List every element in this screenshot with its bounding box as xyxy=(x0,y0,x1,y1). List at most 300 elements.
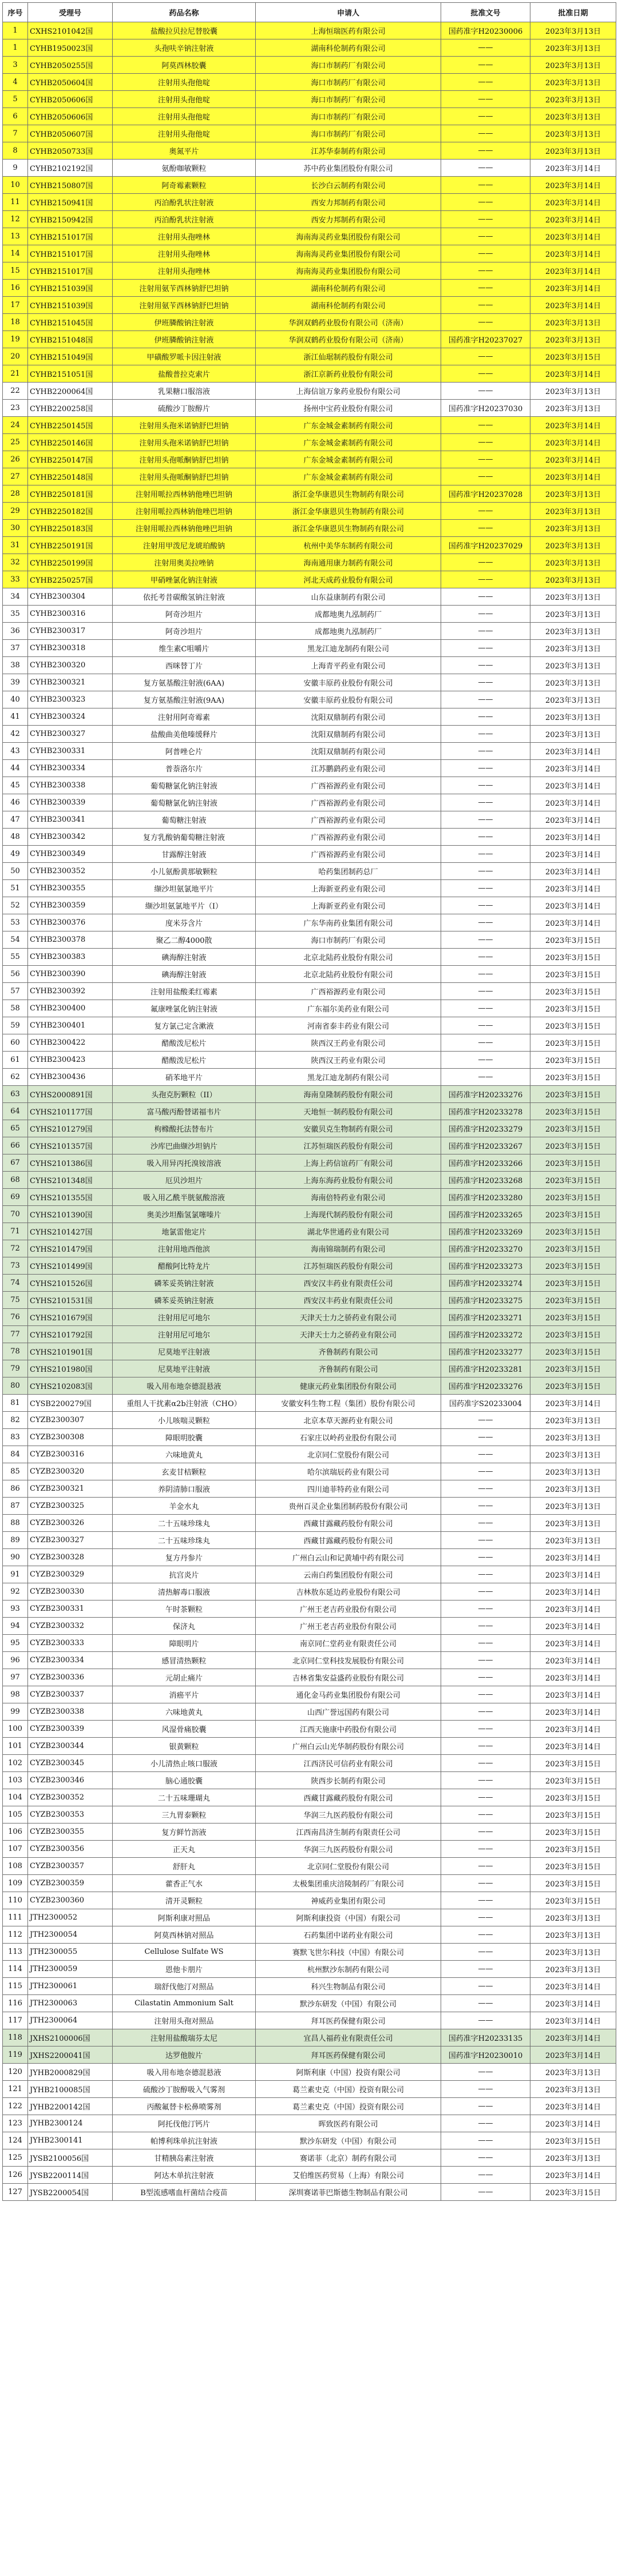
table-row xyxy=(3,503,616,520)
drug-name-cell: 注射用头孢对照品 xyxy=(113,2012,256,2029)
table-row xyxy=(3,108,616,125)
row-number-cell: 32 xyxy=(3,554,28,571)
applicant-name-cell: 广东华南药业集团有限公司 xyxy=(256,914,441,931)
table-row xyxy=(3,760,616,777)
applicant-name-cell: 吉林敖东延边药业股份有限公司 xyxy=(256,1583,441,1600)
approval-number-cell: 国药准字H20230010 xyxy=(441,2047,530,2064)
approval-date-cell: 2023年3月15日 xyxy=(530,1275,616,1292)
approval-date-cell: 2023年3月13日 xyxy=(530,640,616,657)
acceptance-number-cell: CYZB2300338 xyxy=(28,1703,113,1721)
applicant-name-cell: 宜昌人福药业有限责任公司 xyxy=(256,2029,441,2047)
row-number-cell: 77 xyxy=(3,1326,28,1343)
approval-number-cell: —— xyxy=(441,623,530,640)
table-row xyxy=(3,314,616,331)
approval-number-cell: —— xyxy=(441,1703,530,1721)
acceptance-number-cell: JYSB2100056国 xyxy=(28,2149,113,2167)
applicant-name-cell: 海南海灵药业集团股份有限公司 xyxy=(256,228,441,245)
approval-number-cell: —— xyxy=(441,2167,530,2184)
table-row xyxy=(3,22,616,39)
approval-number-cell: —— xyxy=(441,640,530,657)
table-row xyxy=(3,606,616,623)
acceptance-number-cell: CYHS2101355国 xyxy=(28,1189,113,1206)
acceptance-number-cell: CYHB2150807国 xyxy=(28,177,113,194)
table-row xyxy=(3,571,616,588)
approval-number-cell: —— xyxy=(441,829,530,846)
acceptance-number-cell: CYHS2101386国 xyxy=(28,1154,113,1172)
applicant-name-cell: 海南海灵药业集团股份有限公司 xyxy=(256,262,441,280)
applicant-name-cell: 齐鲁制药有限公司 xyxy=(256,1343,441,1360)
drug-name-cell: 氨酚咖敏颗粒 xyxy=(113,160,256,177)
acceptance-number-cell: CYHB2300304 xyxy=(28,588,113,606)
approval-date-cell: 2023年3月14日 xyxy=(530,2098,616,2115)
acceptance-number-cell: CYHS2102083国 xyxy=(28,1377,113,1395)
drug-name-cell: 葡萄糖氯化钠注射液 xyxy=(113,777,256,794)
approval-date-cell: 2023年3月14日 xyxy=(530,2115,616,2132)
table-row xyxy=(3,743,616,760)
applicant-name-cell: 湖北华世通药业有限公司 xyxy=(256,1223,441,1240)
table-row xyxy=(3,949,616,966)
applicant-name-cell: 成都地奥九泓制药厂 xyxy=(256,623,441,640)
approval-number-cell: —— xyxy=(441,1000,530,1017)
table-row xyxy=(3,1583,616,1600)
table-row xyxy=(3,1566,616,1583)
table-row xyxy=(3,297,616,314)
drug-name-cell: 奥氮平片 xyxy=(113,142,256,160)
table-row xyxy=(3,1052,616,1069)
table-row xyxy=(3,1721,616,1738)
approval-date-cell: 2023年3月15日 xyxy=(530,1154,616,1172)
table-row xyxy=(3,383,616,400)
applicant-name-cell: 湖南科伦制药有限公司 xyxy=(256,39,441,57)
drug-name-cell: 度米芬含片 xyxy=(113,914,256,931)
table-row xyxy=(3,1686,616,1703)
drug-name-cell: 乳果糖口服溶液 xyxy=(113,383,256,400)
applicant-name-cell: 晖致医药有限公司 xyxy=(256,2115,441,2132)
approval-number-cell: 国药准字H20233279 xyxy=(441,1120,530,1137)
row-number-cell: 127 xyxy=(3,2184,28,2201)
row-number-cell: 114 xyxy=(3,1961,28,1978)
approval-number-cell: —— xyxy=(441,1446,530,1463)
acceptance-number-cell: CYHB2300331 xyxy=(28,743,113,760)
row-number-cell: 1 xyxy=(3,22,28,39)
row-number-cell: 46 xyxy=(3,794,28,811)
row-number-cell: 94 xyxy=(3,1618,28,1635)
drug-name-cell: 阿奇霉素颗粒 xyxy=(113,177,256,194)
row-number-cell: 5 xyxy=(3,91,28,108)
row-number-cell: 81 xyxy=(3,1395,28,1412)
table-row xyxy=(3,451,616,468)
drug-name-cell: 缬沙坦氨氯地平片（I） xyxy=(113,897,256,914)
acceptance-number-cell: CYHS2101792国 xyxy=(28,1326,113,1343)
row-number-cell: 37 xyxy=(3,640,28,657)
acceptance-number-cell: CYHB2151051国 xyxy=(28,365,113,383)
approval-date-cell: 2023年3月14日 xyxy=(530,177,616,194)
approval-number-cell: —— xyxy=(441,2149,530,2167)
applicant-name-cell: 北京北陆药业股份有限公司 xyxy=(256,949,441,966)
row-number-cell: 25 xyxy=(3,434,28,451)
drug-name-cell: 银黄颗粒 xyxy=(113,1738,256,1755)
approval-number-cell: —— xyxy=(441,1772,530,1789)
drug-name-cell: 阿奇沙坦片 xyxy=(113,606,256,623)
approval-date-cell: 2023年3月14日 xyxy=(530,1703,616,1721)
table-row xyxy=(3,794,616,811)
applicant-name-cell: 江苏恒瑞医药股份有限公司 xyxy=(256,1137,441,1154)
approval-number-cell: —— xyxy=(441,2098,530,2115)
row-number-cell: 87 xyxy=(3,1498,28,1515)
approval-number-cell: —— xyxy=(441,142,530,160)
drug-name-cell: 午时茶颗粒 xyxy=(113,1600,256,1618)
row-number-cell: 44 xyxy=(3,760,28,777)
applicant-name-cell: 浙江金华康恩贝生物制药有限公司 xyxy=(256,520,441,537)
approval-date-cell: 2023年3月14日 xyxy=(530,1635,616,1652)
acceptance-number-cell: CYHB2300338 xyxy=(28,777,113,794)
row-number-cell: 106 xyxy=(3,1823,28,1841)
row-number-cell: 27 xyxy=(3,468,28,485)
table-row xyxy=(3,846,616,863)
drug-name-cell: 障眼明胶囊 xyxy=(113,1429,256,1446)
row-number-cell: 83 xyxy=(3,1429,28,1446)
approval-date-cell: 2023年3月13日 xyxy=(530,1926,616,1944)
approval-number-cell: —— xyxy=(441,74,530,91)
acceptance-number-cell: CYZB2300307 xyxy=(28,1412,113,1429)
acceptance-number-cell: CYHB2300318 xyxy=(28,640,113,657)
approval-number-cell: —— xyxy=(441,262,530,280)
row-number-cell: 125 xyxy=(3,2149,28,2167)
acceptance-number-cell: JXHS2100006国 xyxy=(28,2029,113,2047)
table-row xyxy=(3,1944,616,1961)
approval-number-cell: —— xyxy=(441,1978,530,1995)
table-row xyxy=(3,1120,616,1137)
table-row xyxy=(3,280,616,297)
approval-number-cell: —— xyxy=(441,1618,530,1635)
row-number-cell: 47 xyxy=(3,811,28,829)
approval-number-cell: —— xyxy=(441,228,530,245)
table-row xyxy=(3,245,616,262)
drug-name-cell: 氟康唑氯化钠注射液 xyxy=(113,1000,256,1017)
applicant-name-cell: 江苏鹏鹞药业有限公司 xyxy=(256,760,441,777)
drug-name-cell: 抗宫炎片 xyxy=(113,1566,256,1583)
row-number-cell: 120 xyxy=(3,2064,28,2081)
row-number-cell: 72 xyxy=(3,1240,28,1257)
row-number-cell: 69 xyxy=(3,1189,28,1206)
approval-date-cell: 2023年3月13日 xyxy=(530,1498,616,1515)
drug-name-cell: 阿莫西林钠对照品 xyxy=(113,1926,256,1944)
approval-date-cell: 2023年3月15日 xyxy=(530,1343,616,1360)
row-number-cell: 58 xyxy=(3,1000,28,1017)
drug-name-cell: 小儿咳喘灵颗粒 xyxy=(113,1412,256,1429)
row-number-cell: 111 xyxy=(3,1909,28,1926)
applicant-name-cell: 上海恒瑞医药有限公司 xyxy=(256,22,441,39)
table-row xyxy=(3,1377,616,1395)
approval-date-cell: 2023年3月15日 xyxy=(530,1189,616,1206)
acceptance-number-cell: CYZB2300321 xyxy=(28,1480,113,1498)
applicant-name-cell: 扬州中宝药业股份有限公司 xyxy=(256,400,441,417)
drug-name-cell: 注射用盐酸瑞芬太尼 xyxy=(113,2029,256,2047)
approval-number-cell: —— xyxy=(441,194,530,211)
approval-date-cell: 2023年3月14日 xyxy=(530,280,616,297)
drug-name-cell: 保济丸 xyxy=(113,1618,256,1635)
row-number-cell: 95 xyxy=(3,1635,28,1652)
table-row xyxy=(3,983,616,1000)
acceptance-number-cell: JTH2300052 xyxy=(28,1909,113,1926)
applicant-name-cell: 海南通用康力制药有限公司 xyxy=(256,554,441,571)
drug-name-cell: 二十五味珍珠丸 xyxy=(113,1532,256,1549)
table-row xyxy=(3,348,616,365)
drug-name-cell: 二十五味珊瑚丸 xyxy=(113,1789,256,1806)
applicant-name-cell: 上海新亚药业有限公司 xyxy=(256,897,441,914)
applicant-name-cell: 江西天施康中药股份有限公司 xyxy=(256,1721,441,1738)
approval-number-cell: —— xyxy=(441,520,530,537)
approval-number-cell: 国药准字H20233281 xyxy=(441,1360,530,1377)
acceptance-number-cell: CYHB2300436 xyxy=(28,1069,113,1086)
acceptance-number-cell: JTH2300064 xyxy=(28,2012,113,2029)
approval-date-cell: 2023年3月15日 xyxy=(530,1875,616,1892)
approval-date-cell: 2023年3月14日 xyxy=(530,880,616,897)
acceptance-number-cell: CYZB2300353 xyxy=(28,1806,113,1823)
table-row xyxy=(3,1360,616,1377)
acceptance-number-cell: JTH2300059 xyxy=(28,1961,113,1978)
approval-date-cell: 2023年3月13日 xyxy=(530,1446,616,1463)
approval-date-cell: 2023年3月13日 xyxy=(530,1480,616,1498)
approval-table xyxy=(2,2,616,2201)
approval-date-cell: 2023年3月15日 xyxy=(530,1772,616,1789)
table-row xyxy=(3,537,616,554)
approval-date-cell: 2023年3月15日 xyxy=(530,1377,616,1395)
approval-date-cell: 2023年3月15日 xyxy=(530,1892,616,1909)
acceptance-number-cell: JTH2300054 xyxy=(28,1926,113,1944)
table-row xyxy=(3,1309,616,1326)
acceptance-number-cell: CYHS2101499国 xyxy=(28,1257,113,1275)
applicant-name-cell: 江西南昌济生制药有限责任公司 xyxy=(256,1823,441,1841)
applicant-name-cell: 广州王老吉药业股份有限公司 xyxy=(256,1618,441,1635)
drug-name-cell: 清开灵颗粒 xyxy=(113,1892,256,1909)
approval-number-cell: —— xyxy=(441,657,530,674)
row-number-cell: 123 xyxy=(3,2115,28,2132)
approval-number-cell: —— xyxy=(441,1995,530,2012)
acceptance-number-cell: CYHB2300423 xyxy=(28,1052,113,1069)
acceptance-number-cell: JYHB2000829国 xyxy=(28,2064,113,2081)
approval-number-cell: —— xyxy=(441,1721,530,1738)
applicant-name-cell: 广西裕源药业有限公司 xyxy=(256,846,441,863)
approval-number-cell: —— xyxy=(441,1429,530,1446)
drug-name-cell: 注射用地西他滨 xyxy=(113,1240,256,1257)
acceptance-number-cell: CYZB2300355 xyxy=(28,1823,113,1841)
row-number-cell: 54 xyxy=(3,931,28,949)
acceptance-number-cell: CYHB2300339 xyxy=(28,794,113,811)
approval-number-cell: —— xyxy=(441,1944,530,1961)
row-number-cell: 122 xyxy=(3,2098,28,2115)
approval-number-cell: —— xyxy=(441,794,530,811)
applicant-name-cell: 健康元药业集团股份有限公司 xyxy=(256,1377,441,1395)
drug-name-cell: 元胡止痛片 xyxy=(113,1669,256,1686)
approval-date-cell: 2023年3月15日 xyxy=(530,949,616,966)
approval-number-cell: 国药准字H20233278 xyxy=(441,1103,530,1120)
table-row xyxy=(3,39,616,57)
approval-number-cell: —— xyxy=(441,1069,530,1086)
table-row xyxy=(3,691,616,708)
approval-number-cell: —— xyxy=(441,1583,530,1600)
applicant-name-cell: 杭州中美华东制药有限公司 xyxy=(256,537,441,554)
approval-date-cell: 2023年3月14日 xyxy=(530,914,616,931)
approval-number-cell: 国药准字H20233274 xyxy=(441,1275,530,1292)
approval-date-cell: 2023年3月13日 xyxy=(530,571,616,588)
approval-number-cell: —— xyxy=(441,2115,530,2132)
applicant-name-cell: 默沙东研发（中国）有限公司 xyxy=(256,1995,441,2012)
table-row xyxy=(3,1635,616,1652)
acceptance-number-cell: CYHB2300376 xyxy=(28,914,113,931)
drug-name-cell: 六味地黄丸 xyxy=(113,1446,256,1463)
approval-date-cell: 2023年3月14日 xyxy=(530,2029,616,2047)
drug-name-cell: 伊班膦酸钠注射液 xyxy=(113,314,256,331)
acceptance-number-cell: CYHB2300401 xyxy=(28,1017,113,1034)
approval-date-cell: 2023年3月14日 xyxy=(530,211,616,228)
row-number-cell: 34 xyxy=(3,588,28,606)
drug-name-cell: 注射用尼可地尔 xyxy=(113,1326,256,1343)
applicant-name-cell: 浙江仙琚制药股份有限公司 xyxy=(256,348,441,365)
row-number-cell: 90 xyxy=(3,1549,28,1566)
applicant-name-cell: 西安力邦制药有限公司 xyxy=(256,211,441,228)
applicant-name-cell: 海口市制药厂有限公司 xyxy=(256,91,441,108)
table-row xyxy=(3,1086,616,1103)
approval-number-cell: 国药准字H20233267 xyxy=(441,1137,530,1154)
drug-name-cell: B型流感嗜血杆菌结合疫苗 xyxy=(113,2184,256,2201)
row-number-cell: 1 xyxy=(3,39,28,57)
approval-date-cell: 2023年3月14日 xyxy=(530,1618,616,1635)
drug-name-cell: 阿普唑仑片 xyxy=(113,743,256,760)
acceptance-number-cell: CXHS2101042国 xyxy=(28,22,113,39)
drug-name-cell: 注射用头孢哌酮钠舒巴坦钠 xyxy=(113,468,256,485)
drug-name-cell: 注射用尼可地尔 xyxy=(113,1309,256,1326)
applicant-name-cell: 华润双鹤药业股份有限公司（济南） xyxy=(256,314,441,331)
row-number-cell: 124 xyxy=(3,2132,28,2149)
approval-number-cell: —— xyxy=(441,1892,530,1909)
row-number-cell: 92 xyxy=(3,1583,28,1600)
row-number-cell: 13 xyxy=(3,228,28,245)
acceptance-number-cell: CYHB2150941国 xyxy=(28,194,113,211)
approval-date-cell: 2023年3月13日 xyxy=(530,503,616,520)
row-number-cell: 7 xyxy=(3,125,28,142)
approval-number-cell: 国药准字H20233268 xyxy=(441,1172,530,1189)
applicant-name-cell: 北京同仁堂股份有限公司 xyxy=(256,1446,441,1463)
drug-name-cell: 阿斯利康对照品 xyxy=(113,1909,256,1926)
approval-number-cell: —— xyxy=(441,1858,530,1875)
applicant-name-cell: 阿斯利康（中国）投资有限公司 xyxy=(256,2064,441,2081)
row-number-cell: 84 xyxy=(3,1446,28,1463)
applicant-name-cell: 广州王老吉药业股份有限公司 xyxy=(256,1600,441,1618)
approval-number-cell: —— xyxy=(441,1515,530,1532)
table-row xyxy=(3,1017,616,1034)
row-number-cell: 73 xyxy=(3,1257,28,1275)
applicant-name-cell: 西藏甘露藏药股份有限公司 xyxy=(256,1532,441,1549)
applicant-name-cell: 广东金城金素制药有限公司 xyxy=(256,451,441,468)
acceptance-number-cell: CYHB2050606国 xyxy=(28,108,113,125)
acceptance-number-cell: CYHB2250191国 xyxy=(28,537,113,554)
drug-name-cell: 注射用头孢哌酮钠舒巴坦钠 xyxy=(113,451,256,468)
drug-name-cell: 厄贝沙坦片 xyxy=(113,1172,256,1189)
applicant-name-cell: 海口市制药厂有限公司 xyxy=(256,125,441,142)
approval-number-cell: —— xyxy=(441,743,530,760)
table-row xyxy=(3,1823,616,1841)
drug-name-cell: 聚乙二醇4000散 xyxy=(113,931,256,949)
approval-number-cell: —— xyxy=(441,2132,530,2149)
row-number-cell: 57 xyxy=(3,983,28,1000)
applicant-name-cell: 山东益康制药有限公司 xyxy=(256,588,441,606)
acceptance-number-cell: CYHB2300316 xyxy=(28,606,113,623)
approval-date-cell: 2023年3月13日 xyxy=(530,400,616,417)
row-number-cell: 45 xyxy=(3,777,28,794)
table-row xyxy=(3,1755,616,1772)
applicant-name-cell: 北京同仁堂科技发展股份有限公司 xyxy=(256,1652,441,1669)
approval-date-cell: 2023年3月13日 xyxy=(530,674,616,691)
row-number-cell: 18 xyxy=(3,314,28,331)
table-row xyxy=(3,57,616,74)
drug-name-cell: 枸橼酸托法替布片 xyxy=(113,1120,256,1137)
approval-number-cell: —— xyxy=(441,365,530,383)
applicant-name-cell: 阿斯利康投资（中国）有限公司 xyxy=(256,1909,441,1926)
approval-number-cell: —— xyxy=(441,91,530,108)
approval-date-cell: 2023年3月15日 xyxy=(530,1326,616,1343)
drug-name-cell: 注射用头孢他啶 xyxy=(113,74,256,91)
acceptance-number-cell: CYHB2300349 xyxy=(28,846,113,863)
drug-name-cell: 注射用甲泼尼龙琥珀酸钠 xyxy=(113,537,256,554)
approval-number-cell: —— xyxy=(441,674,530,691)
applicant-name-cell: 海口市制药厂有限公司 xyxy=(256,108,441,125)
table-row xyxy=(3,1154,616,1172)
applicant-name-cell: 葛兰素史克（中国）投资有限公司 xyxy=(256,2098,441,2115)
approval-date-cell: 2023年3月13日 xyxy=(530,485,616,503)
approval-date-cell: 2023年3月15日 xyxy=(530,1841,616,1858)
acceptance-number-cell: CYSB2200279国 xyxy=(28,1395,113,1412)
drug-name-cell: 葡萄糖氯化钠注射液 xyxy=(113,794,256,811)
approval-number-cell: —— xyxy=(441,760,530,777)
drug-name-cell: 藿香正气水 xyxy=(113,1875,256,1892)
table-row xyxy=(3,1172,616,1189)
applicant-name-cell: 北京同仁堂股份有限公司 xyxy=(256,1858,441,1875)
applicant-name-cell: 黑龙江迪龙制药有限公司 xyxy=(256,640,441,657)
row-number-cell: 88 xyxy=(3,1515,28,1532)
applicant-name-cell: 陕西步长制药有限公司 xyxy=(256,1772,441,1789)
approval-number-cell: 国药准字H20237027 xyxy=(441,331,530,348)
approval-date-cell: 2023年3月15日 xyxy=(530,1223,616,1240)
header-acceptance-number: 受理号 xyxy=(28,3,113,22)
applicant-name-cell: 石药集团中诺药业有限公司 xyxy=(256,1926,441,1944)
acceptance-number-cell: CYZB2300356 xyxy=(28,1841,113,1858)
approval-date-cell: 2023年3月14日 xyxy=(530,1995,616,2012)
table-row xyxy=(3,400,616,417)
applicant-name-cell: 海南锦瑞制药有限公司 xyxy=(256,1240,441,1257)
drug-name-cell: 阿达木单抗注射液 xyxy=(113,2167,256,2184)
approval-date-cell: 2023年3月15日 xyxy=(530,1172,616,1189)
drug-name-cell: 复方丹参片 xyxy=(113,1549,256,1566)
row-number-cell: 19 xyxy=(3,331,28,348)
approval-date-cell: 2023年3月13日 xyxy=(530,1412,616,1429)
drug-name-cell: 甘精胰岛素注射液 xyxy=(113,2149,256,2167)
drug-name-cell: 注射用氨苄西林钠舒巴坦钠 xyxy=(113,297,256,314)
header-approval-number: 批准文号 xyxy=(441,3,530,22)
row-number-cell: 75 xyxy=(3,1292,28,1309)
table-row xyxy=(3,91,616,108)
acceptance-number-cell: JXHS2200041国 xyxy=(28,2047,113,2064)
acceptance-number-cell: CYHB2300383 xyxy=(28,949,113,966)
table-row xyxy=(3,142,616,160)
table-row xyxy=(3,1103,616,1120)
acceptance-number-cell: CYHS2101531国 xyxy=(28,1292,113,1309)
table-row xyxy=(3,1223,616,1240)
acceptance-number-cell: CYHS2000891国 xyxy=(28,1086,113,1103)
acceptance-number-cell: CYZB2300331 xyxy=(28,1600,113,1618)
drug-name-cell: 重组人干扰素α2b注射液（CHO） xyxy=(113,1395,256,1412)
acceptance-number-cell: CYHB2102192国 xyxy=(28,160,113,177)
